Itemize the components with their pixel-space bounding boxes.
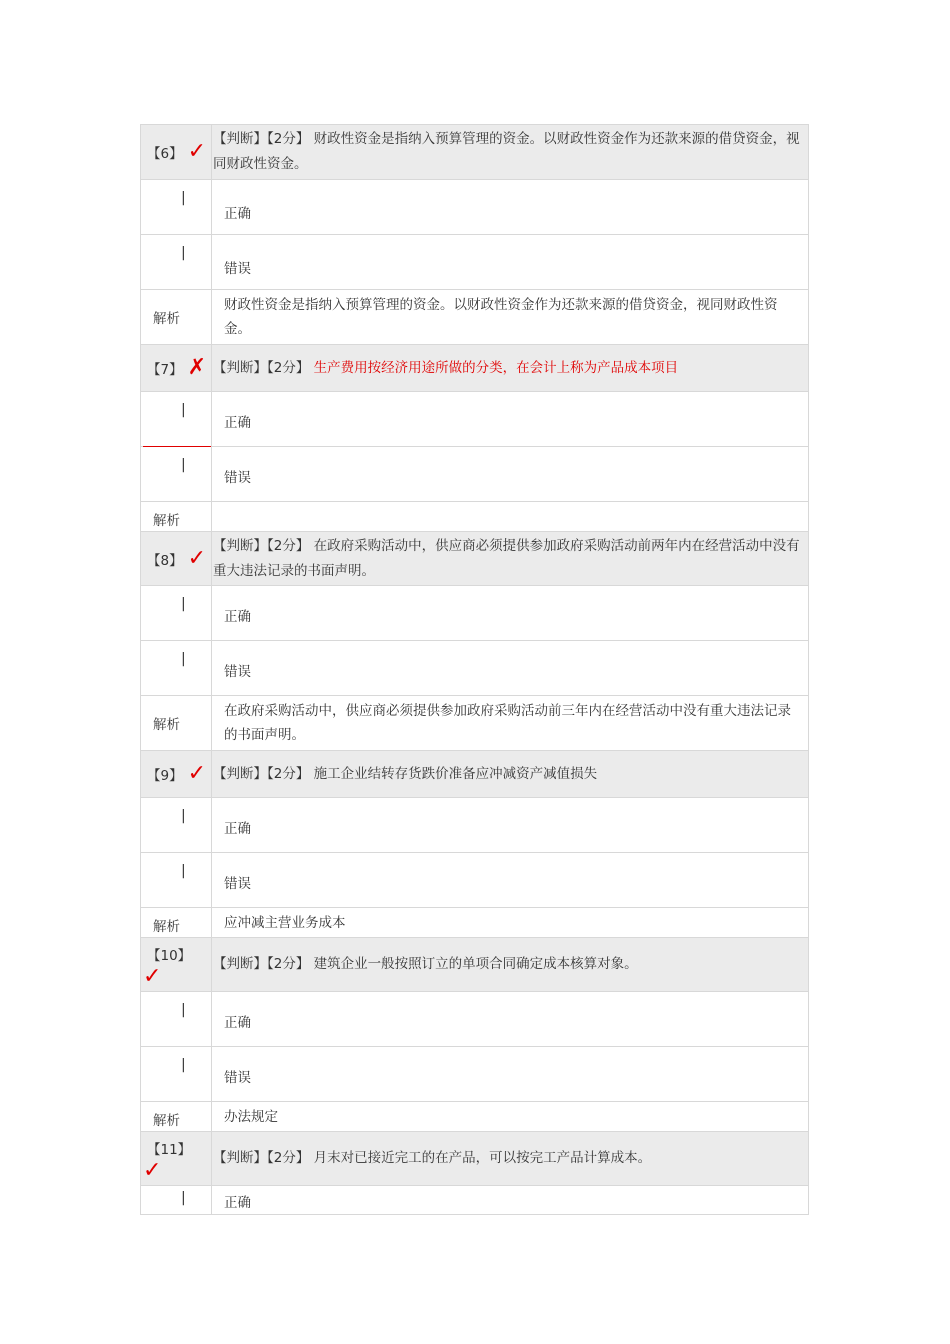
question-row — [141, 125, 808, 179]
question-number: 【9】 — [147, 768, 183, 784]
option-marker: | — [181, 190, 186, 206]
question-body: 在政府采购活动中，供应商必须提供参加政府采购活动前两年内在经营活动中没有重大违法记录的书面声明。 — [213, 537, 800, 579]
question-text — [213, 762, 597, 787]
correct-check-icon: ✓ — [187, 139, 207, 164]
correct-check-icon: ✓ — [143, 1158, 162, 1183]
explanation-text: 财政性资金是指纳入预算管理的资金。以财政性资金作为还款来源的借贷资金，视同财政性资金。 — [224, 297, 778, 337]
option-row[interactable] — [141, 391, 808, 446]
question-text-cell — [212, 125, 808, 179]
option-marker: | — [181, 457, 186, 473]
explanation-row — [141, 1101, 808, 1131]
question-text-cell — [212, 345, 808, 391]
question-type: 【判断】【2分】 — [213, 537, 310, 554]
question-number: 【10】 — [147, 948, 192, 964]
option-false[interactable]: 错误 — [224, 1070, 251, 1086]
correct-check-icon: ✓ — [143, 964, 162, 989]
option-true[interactable]: 正确 — [224, 415, 251, 431]
question-number: 【6】 — [147, 146, 183, 162]
quiz-table — [140, 124, 809, 1215]
explanation-row — [141, 695, 808, 750]
explanation-row — [141, 289, 808, 344]
question-type: 【判断】【2分】 — [213, 1150, 310, 1166]
question-row — [141, 344, 808, 391]
option-row[interactable] — [141, 1046, 808, 1101]
option-row[interactable] — [141, 1185, 808, 1214]
option-row[interactable] — [141, 234, 808, 289]
option-false[interactable]: 错误 — [224, 664, 251, 680]
option-marker: | — [181, 1002, 186, 1018]
question-text — [213, 534, 802, 584]
question-text — [213, 952, 638, 977]
explanation-row — [141, 907, 808, 937]
explanation-label: 解析 — [153, 919, 180, 935]
question-text-cell — [212, 1132, 808, 1185]
question-body: 月末对已接近完工的在产品，可以按完工产品计算成本。 — [313, 1150, 652, 1166]
question-type: 【判断】【2分】 — [213, 765, 310, 782]
question-number-cell — [141, 751, 212, 797]
explanation-label: 解析 — [153, 1113, 180, 1129]
option-marker: | — [181, 245, 186, 261]
option-row[interactable] — [141, 640, 808, 695]
option-row[interactable] — [141, 797, 808, 852]
question-text-cell — [212, 938, 808, 991]
question-type: 【判断】【2分】 — [213, 956, 310, 972]
option-false[interactable]: 错误 — [224, 470, 251, 486]
question-number-cell — [141, 532, 212, 585]
explanation-label: 解析 — [153, 311, 180, 327]
question-body: 建筑企业一般按照订立的单项合同确定成本核算对象。 — [313, 956, 638, 972]
question-text — [213, 1146, 651, 1171]
option-row[interactable] — [141, 179, 808, 234]
question-number-cell — [141, 938, 212, 991]
option-marker: | — [181, 1190, 186, 1206]
correct-check-icon: ✓ — [187, 545, 207, 571]
option-marker: | — [181, 596, 186, 612]
question-text-cell — [212, 751, 808, 797]
explanation-row — [141, 501, 808, 531]
explanation-text: 在政府采购活动中，供应商必须提供参加政府采购活动前三年内在经营活动中没有重大违法记录的书面声明。 — [224, 703, 791, 743]
question-number-cell — [141, 1132, 212, 1185]
question-text — [213, 356, 678, 381]
option-row[interactable] — [141, 585, 808, 640]
option-row[interactable] — [141, 446, 808, 501]
explanation-label: 解析 — [153, 717, 180, 733]
option-marker: | — [181, 808, 186, 824]
option-marker: | — [181, 863, 186, 879]
option-marker: | — [181, 402, 186, 418]
option-true[interactable]: 正确 — [224, 609, 251, 625]
option-row[interactable] — [141, 852, 808, 907]
question-row — [141, 1131, 808, 1185]
question-row — [141, 937, 808, 991]
question-number-cell — [141, 345, 212, 391]
question-body: 生产费用按经济用途所做的分类，在会计上称为产品成本项目 — [313, 359, 679, 376]
question-body: 财政性资金是指纳入预算管理的资金。以财政性资金作为还款来源的借贷资金，视同财政性资金。 — [213, 131, 800, 172]
question-type: 【判断】【2分】 — [213, 359, 310, 376]
question-number-cell — [141, 125, 212, 179]
question-number: 【8】 — [147, 552, 183, 569]
wrong-cross-icon: ✗ — [187, 355, 207, 380]
option-marker: | — [181, 1057, 186, 1073]
option-marker: | — [181, 651, 186, 667]
question-text-cell — [212, 532, 808, 585]
option-true[interactable]: 正确 — [224, 1015, 251, 1031]
question-text — [213, 127, 802, 177]
explanation-label: 解析 — [153, 513, 180, 529]
option-row[interactable] — [141, 991, 808, 1046]
option-true[interactable]: 正确 — [224, 206, 251, 222]
explanation-text: 办法规定 — [224, 1109, 278, 1125]
option-true[interactable]: 正确 — [224, 821, 251, 837]
option-false[interactable]: 错误 — [224, 261, 251, 277]
question-type: 【判断】【2分】 — [213, 131, 310, 147]
option-false[interactable]: 错误 — [224, 876, 251, 892]
question-number: 【7】 — [147, 362, 183, 378]
question-row — [141, 750, 808, 797]
question-number: 【11】 — [147, 1142, 192, 1158]
correct-check-icon: ✓ — [187, 761, 207, 786]
explanation-text: 应冲减主营业务成本 — [224, 915, 346, 931]
option-true[interactable]: 正确 — [224, 1195, 251, 1211]
question-body: 施工企业结转存货跌价准备应冲减资产减值损失 — [313, 765, 598, 782]
question-row — [141, 531, 808, 585]
